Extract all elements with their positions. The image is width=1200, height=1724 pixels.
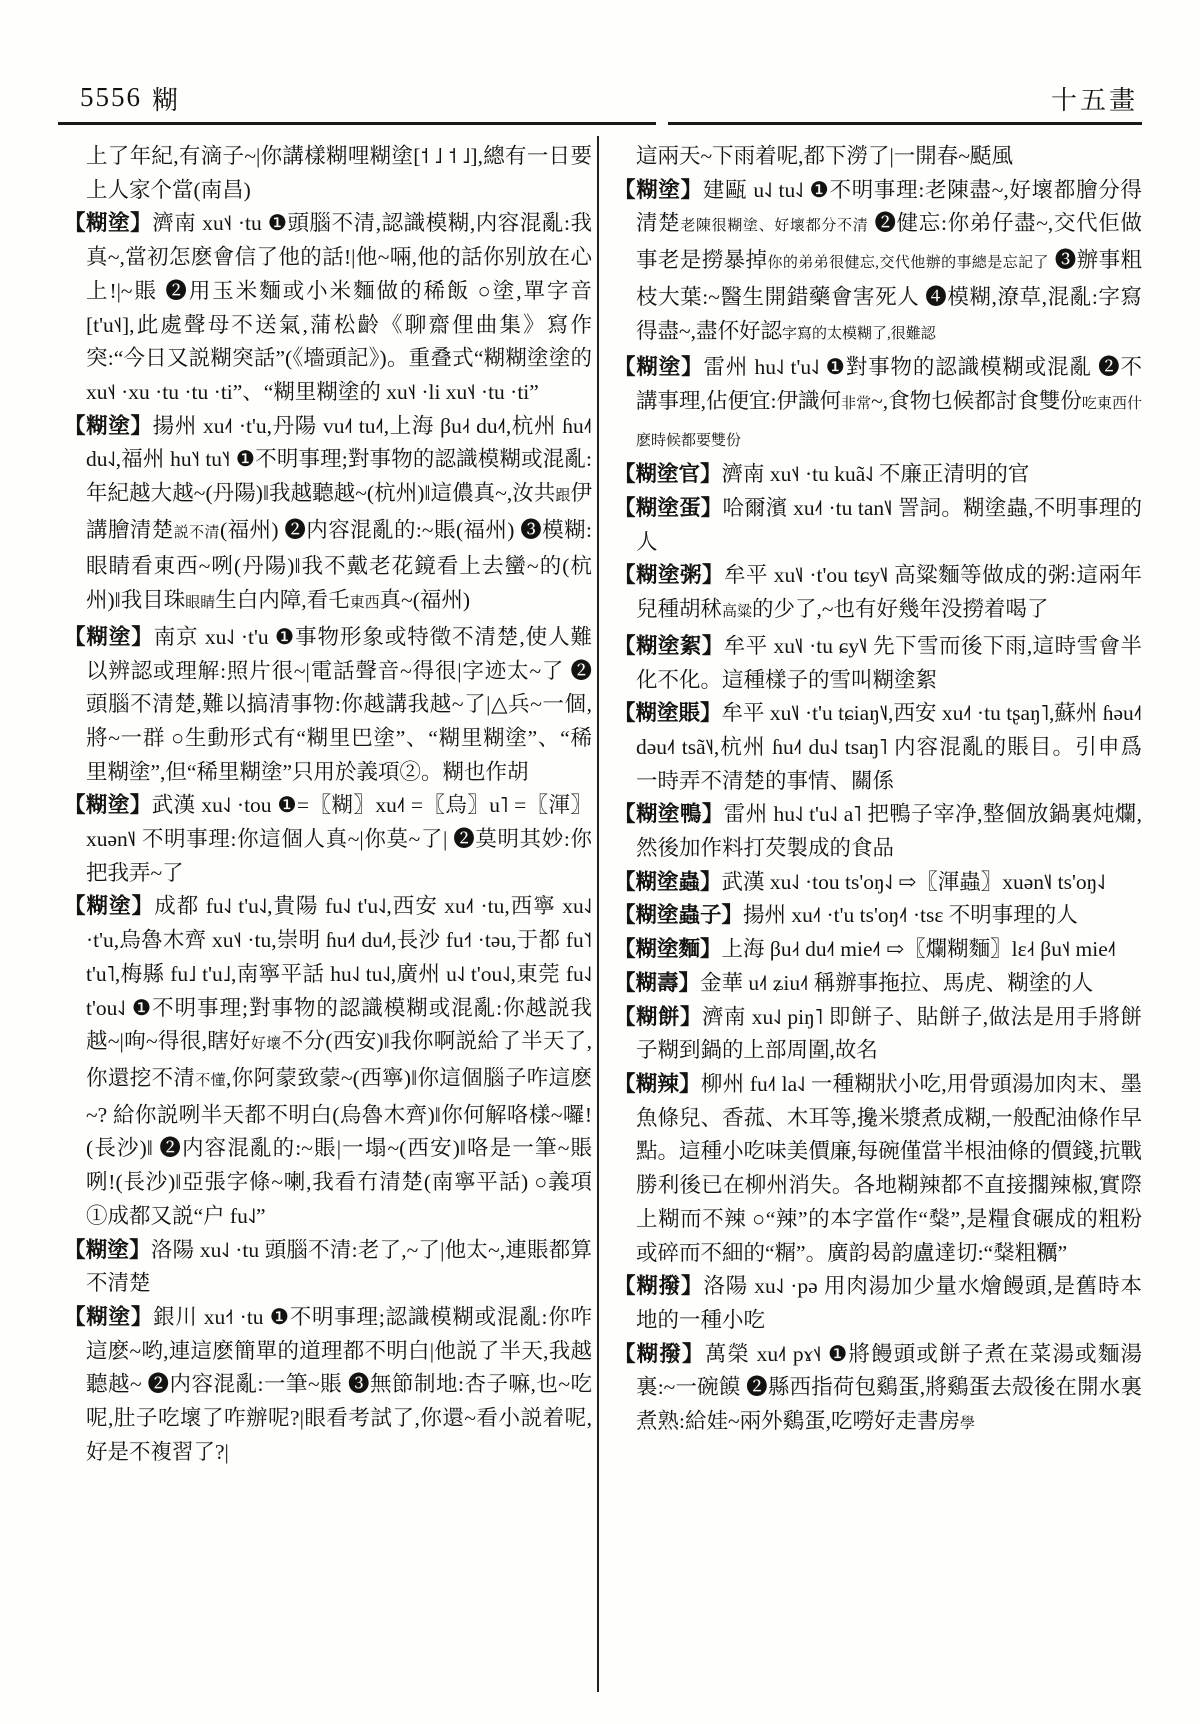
entry-text: 揚州 xu˨˦ ·t'u ts'oŋ˨˦ ·tsɛ 不明事理的人 bbox=[743, 903, 1078, 928]
entry-text: 濟南 xu˨˩ piŋ˥ 即餅子、貼餅子,做法是用手將餅子糊到鍋的上部周圍,故名 bbox=[636, 1004, 1142, 1063]
entry-text: 伊講膾清楚 bbox=[86, 481, 592, 542]
inline-gloss-text: 高粱 bbox=[722, 604, 753, 621]
entry-text: 建甌 u˨˩ tu˨˩ ❶不明事理:老陳盡~,好壞都膾分得清楚 bbox=[636, 177, 1142, 236]
inline-gloss-text: 跟 bbox=[555, 488, 571, 505]
entry-headword: 【糊塗鴨】 bbox=[614, 802, 724, 827]
entry-headword: 【糊餅】 bbox=[614, 1004, 702, 1029]
dictionary-entry bbox=[614, 899, 1142, 933]
dictionary-entry bbox=[614, 1001, 1142, 1068]
column-divider bbox=[597, 136, 599, 1692]
entry-headword: 【糊塗】 bbox=[64, 1237, 151, 1262]
entry-text: 揚州 xu˨˦ ·t'u,丹陽 vu˨˦ tu˨˦,上海 βu˨˧ du˨˦,杭州 ɦu˨˦ du˨˩,福州 hu˥˧ tu˥˧ ❶不明事理;對事物的認識模糊或混亂:年紀越大越~(丹陽)‖我越聽越~(杭州)‖這儂真~,汝共 bbox=[86, 413, 592, 506]
inline-gloss-text: 眼睛 bbox=[185, 595, 216, 612]
inline-gloss-text: 東西 bbox=[349, 595, 380, 612]
entry-text: 雷州 hu˨˩ t'u˨˩ a˥ 把鴨子宰净,整個放鍋裏炖爛,然後加作料打芡製成的食品 bbox=[636, 802, 1142, 861]
entry-text: 的少了,~也有好幾年没撈着喝了 bbox=[752, 597, 1049, 622]
entry-headword: 【糊塗蟲】 bbox=[614, 869, 722, 894]
entry-text: 生白内障,看乇 bbox=[215, 588, 350, 613]
entry-text: 濟南 xu˦˨ ·tu kuã˨˩ 不廉正清明的官 bbox=[721, 462, 1030, 487]
entry-headword: 【糊塗】 bbox=[64, 413, 153, 438]
entry-text: ~,食物乜候都討食雙份 bbox=[871, 388, 1082, 413]
dictionary-entry bbox=[614, 1270, 1142, 1337]
entry-text: (福州) ❷内容混亂的:~賬(福州) ❸模糊:眼睛看東西~咧(丹陽)‖我不戴老花鏡看上去蠻~的(杭州)‖我目珠 bbox=[86, 517, 592, 613]
dictionary-entry bbox=[614, 866, 1142, 900]
dictionary-entry bbox=[614, 1068, 1142, 1270]
entry-text: 金華 u˨˦ ʑiu˨˦ 稱辦事拖拉、馬虎、糊塗的人 bbox=[700, 970, 1094, 995]
entry-headword: 【糊塗】 bbox=[64, 793, 152, 818]
header-rule-right bbox=[668, 122, 1142, 125]
entry-headword: 【糊塗】 bbox=[614, 177, 703, 202]
continuation-paragraph bbox=[64, 140, 592, 207]
entry-text: 哈爾濱 xu˨˦ ·tu tan˥˩ 詈詞。糊塗蟲,不明事理的人 bbox=[636, 496, 1142, 554]
dictionary-entry bbox=[64, 410, 592, 621]
entry-headword: 【糊塗】 bbox=[64, 211, 153, 236]
entry-text: 濟南 xu˦˨ ·tu ❶頭腦不清,認識模糊,内容混亂:我真~,當初怎麽會信了他的話!|他~啢,他的話你别放在心上!|~賬 ❷用玉米麵或小米麵做的稀飯 ○塗,單字音[t'u˦˨],此處聲母不送氣,蒲松齡《聊齋俚曲集》寫作突:“今日又説糊突話”(《墻頭記》)。重叠式“糊糊塗塗的 xu˦˨ ·xu ·tu ·tu ·ti”、“糊里糊塗的 xu˦˨ ·li xu˦˨ ·tu ·ti” bbox=[86, 211, 592, 404]
dictionary-entry bbox=[614, 1338, 1142, 1442]
dictionary-entry bbox=[64, 789, 592, 890]
entry-text: 洛陽 xu˨˩ ·tu 頭腦不清:老了,~了|他太~,連賬都算不清楚 bbox=[86, 1237, 592, 1296]
page-radical: 糊 bbox=[152, 86, 179, 115]
entry-headword: 【糊塗粥】 bbox=[614, 563, 724, 588]
dictionary-entry bbox=[64, 207, 592, 409]
entry-headword: 【糊塗賬】 bbox=[614, 701, 722, 726]
inline-gloss-text: 老陳很糊塗、好壞都分不清 bbox=[680, 218, 869, 235]
entry-headword: 【糊撥】 bbox=[614, 1274, 704, 1299]
entry-text: 牟平 xu˥˩ ·t'ou tɕy˥˩ 高粱麵等做成的粥:這兩年兒種胡秫 bbox=[636, 563, 1142, 622]
right-column bbox=[614, 140, 1142, 1442]
dictionary-entry bbox=[64, 1301, 592, 1470]
continuation-paragraph bbox=[614, 140, 1142, 174]
entry-text: 真~(福州) bbox=[379, 588, 471, 613]
inline-gloss-text: 吃東西什麽時候都要雙份 bbox=[636, 395, 1142, 449]
dictionary-entry bbox=[614, 492, 1142, 559]
inline-gloss-text: 不懂 bbox=[195, 1072, 227, 1089]
dictionary-entry bbox=[64, 621, 592, 790]
dictionary-entry bbox=[614, 933, 1142, 967]
entry-text: 上了年紀,有滴子~|你講樣糊哩糊塗[˦ ˩ ˦ ˩],總有一日要上人家个當(南昌) bbox=[86, 144, 592, 202]
entry-text: 這兩天~下雨着呢,都下澇了|一開春~颳風 bbox=[636, 144, 1013, 168]
entry-headword: 【糊辣】 bbox=[614, 1071, 701, 1096]
entry-text: 不分(西安)‖我你啊説給了半天了,你還挖不清 bbox=[86, 1029, 592, 1090]
entry-text: 成都 fu˨˩ t'u˨˩,貴陽 fu˨˩ t'u˨˩,西安 xu˨˦ ·tu,西寧 xu˨˩ ·t'u,烏魯木齊 xu˦˨ ·tu,崇明 ɦu˨˦ du˨˦,長沙 fu˧˦ ·təu,于都 fu˥˦ t'u˥,梅縣 fu˩ t'u˩,南寧平話 hu˨˩ tu˨˩,廣州 u˨˩ t'ou˨˩,東莞 fu˨˩ t'ou˨˩ ❶不明事理;對事物的認識模糊或混亂:你越説我越~|咰~得很,瞎好 bbox=[86, 894, 592, 1054]
dictionary-entry bbox=[614, 630, 1142, 697]
entry-headword: 【糊撥】 bbox=[614, 1341, 705, 1366]
entry-text: 柳州 fu˨˦ la˨˩ 一種糊狀小吃,用骨頭湯加肉末、墨魚條兒、香菰、木耳等,攙米漿煮成糊,一般配油條作早點。這種小吃味美價廉,每碗僅當半根油條的價錢,抗戰勝利後已在柳州消失。各地糊辣都不直接擱辣椒,實際上糊而不辣 ○“辣”的本字當作“𥻦”,是糧食碾成的粗粉或碎而不細的“糏”。廣韵曷韵盧達切:“𥻦粗糲” bbox=[636, 1071, 1142, 1265]
entry-text: 上海 βu˨˧ du˨˦ mie˨˦ ⇨〖爛糊麵〗lɛ˨˧ βu˦˨ mie˨˦ bbox=[721, 937, 1117, 962]
dictionary-entry bbox=[614, 967, 1142, 1001]
entry-text: 牟平 xu˥˩ ·tu ɕy˥˩ 先下雪而後下雨,這時雪會半化不化。這種樣子的雪叫糊塗絮 bbox=[636, 633, 1142, 692]
entry-text: 銀川 xu˧˦ ·tu ❶不明事理;認識模糊或混亂:你咋這麽~哟,連這麽簡單的道理都不明白|他説了半天,我越聽越~ ❷内容混亂:一筆~賬 ❸無節制地:杏子嘛,也~吃呢,肚子吃壞了咋辦呢?|眼看考試了,你還~看小説着呢,好是不複習了?| bbox=[86, 1304, 592, 1464]
entry-text: 武漢 xu˨˩ ·tou ❶=〖糊〗xu˨˦ =〖烏〗u˥ =〖渾〗xuən˥˩ 不明事理:你這個人真~|你莫~了| ❷莫明其妙:你把我弄~了 bbox=[86, 793, 592, 885]
dictionary-entry bbox=[64, 1234, 592, 1301]
entry-text: 牟平 xu˥˩ ·t'u tɕiaŋ˥˩,西安 xu˨˦ ·tu tʂaŋ˥,蘇州 ɦəu˨˦ dəu˨˦ tsã˥˨,杭州 ɦu˨˦ du˨˩ tsaŋ˥ 内容混亂的賬目。引申爲一時弄不清楚的事情、關係 bbox=[636, 701, 1142, 793]
inline-gloss-text: 學 bbox=[959, 1416, 975, 1433]
inline-gloss-text: 你的弟弟很健忘,交代他辦的事總是忘記了 bbox=[767, 255, 1049, 272]
entry-text: 雷州 hu˨˩ t'u˨˩ ❶對事物的認識模糊或混亂 ❷不講事理,佔便宜:伊識何 bbox=[636, 355, 1142, 413]
entry-headword: 【糊塗】 bbox=[64, 624, 154, 649]
entry-text: 南京 xu˨˩ ·t'u ❶事物形象或特徵不清楚,使人難以辨認或理解:照片很~|電話聲音~得很|字迹太~了 ❷頭腦不清楚,難以搞清事物:你越講我越~了|△兵~一個,將~一群 ○生動形式有“糊里巴塗”、“糊里糊塗”、“稀里糊塗”,但“稀里糊塗”只用於義項②。糊也作胡 bbox=[86, 624, 592, 784]
dictionary-entry bbox=[614, 458, 1142, 492]
dictionary-entry bbox=[614, 798, 1142, 865]
header-rule-left bbox=[58, 122, 656, 125]
entry-headword: 【糊塗】 bbox=[614, 355, 704, 380]
inline-gloss-text: 字寫的太模糊了,很難認 bbox=[782, 325, 936, 342]
entry-headword: 【糊壽】 bbox=[614, 970, 701, 995]
entry-headword: 【糊塗】 bbox=[64, 894, 155, 919]
inline-gloss-text: 非常 bbox=[841, 395, 872, 412]
entry-text: ,你阿蒙致蒙~(西寧)‖你這個腦子咋這麽~? 給你説咧半天都不明白(烏魯木齊)‖你何解咯樣~囉!(長沙)‖ ❷内容混亂的:~賬|一塌~(西安)‖咯是一筆~賬咧!(長沙)‖亞張字條~喇,我看冇清楚(南寧平話) ○義項①成都又説“户 fu˨˩” bbox=[86, 1065, 592, 1228]
dictionary-entry bbox=[614, 351, 1142, 458]
entry-text: 洛陽 xu˨˩ ·pə 用肉湯加少量水燴饅頭,是舊時本地的一種小吃 bbox=[636, 1274, 1142, 1332]
dictionary-entry bbox=[614, 174, 1142, 352]
dictionary-entry bbox=[614, 559, 1142, 629]
entry-text: ❷健忘:你弟仔盡~,交代佢做事老是撈暴掉 bbox=[636, 211, 1142, 273]
inline-gloss-text: 説不清 bbox=[173, 524, 220, 541]
page-number: 5556 bbox=[80, 82, 142, 112]
entry-headword: 【糊塗蛋】 bbox=[614, 496, 723, 521]
entry-headword: 【糊塗】 bbox=[64, 1304, 154, 1329]
entry-text: 萬榮 xu˨˦ pɤ˦˨ ❶將饅頭或餅子煮在菜湯或麵湯裏:~一碗饃 ❷縣西指荷包鷄蛋,將鷄蛋去殻後在開水裏煮熟:給娃~兩外鷄蛋,吃嘮好走書房 bbox=[636, 1341, 1142, 1434]
entry-text: ❸辦事粗枝大葉:~醫生開錯藥會害死人 ❹模糊,潦草,混亂:字寫得盡~,盡伓好認 bbox=[636, 248, 1142, 343]
inline-gloss-text: 好壞 bbox=[251, 1036, 282, 1053]
entry-headword: 【糊塗官】 bbox=[614, 462, 722, 487]
entry-headword: 【糊塗蟲子】 bbox=[614, 903, 744, 928]
entry-text: 武漢 xu˨˩ ·tou ts'oŋ˨˩ ⇨〖渾蟲〗xuən˥˩ ts'oŋ˨˩ bbox=[721, 869, 1106, 894]
dictionary-entry bbox=[64, 890, 592, 1233]
left-column bbox=[64, 140, 592, 1469]
entry-headword: 【糊塗麵】 bbox=[614, 937, 722, 962]
page-section-label: 十五畫 bbox=[1050, 86, 1138, 115]
entry-headword: 【糊塗絮】 bbox=[614, 633, 724, 658]
dictionary-entry bbox=[614, 697, 1142, 798]
